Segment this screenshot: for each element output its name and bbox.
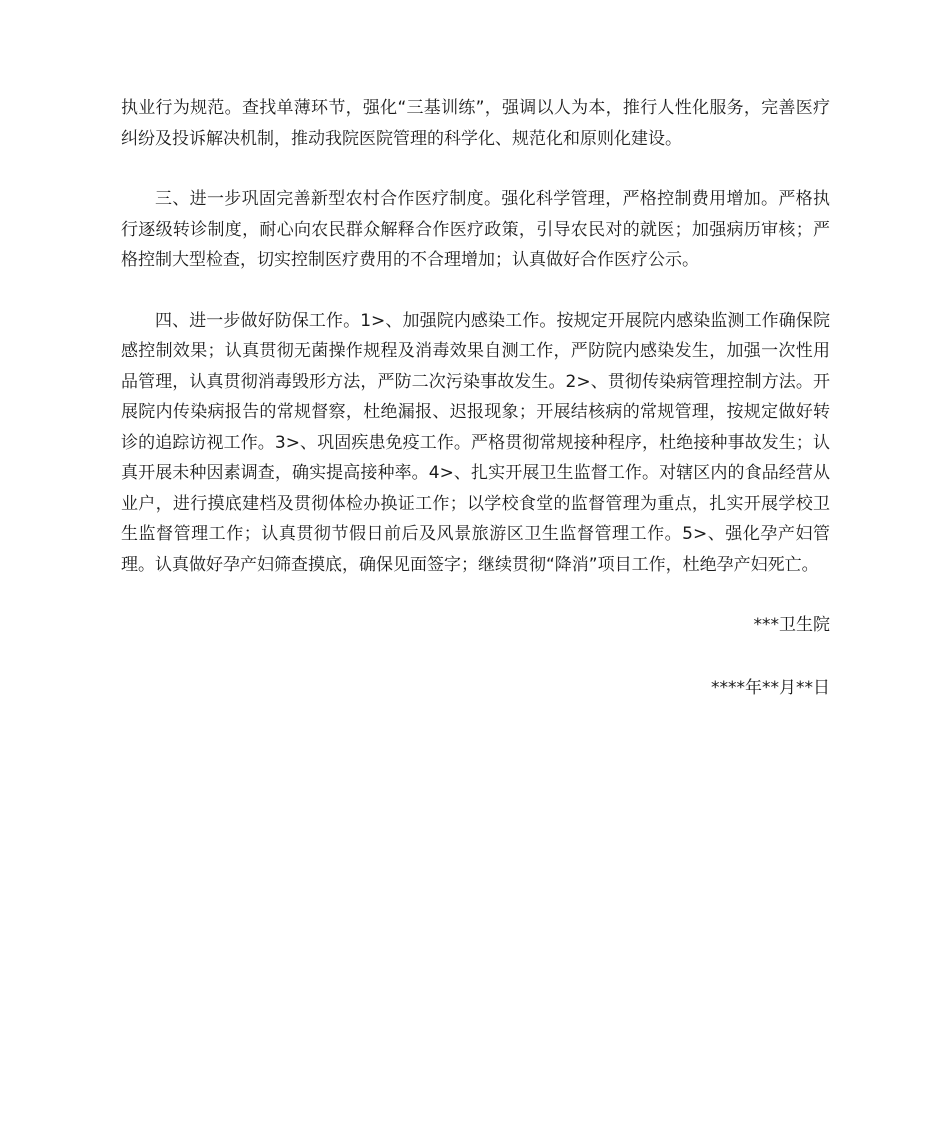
paragraph-continuation: 执业行为规范。查找单薄环节，强化“三基训练”，强调以人为本，推行人性化服务，完善医疗纠纷及投诉解决机制，推动我院医院管理的科学化、规范化和原则化建设。	[121, 98, 830, 149]
paragraph-section-four: 四、进一步做好防保工作。1>、加强院内感染工作。按规定开展院内感染监测工作确保院感控制效果；认真贯彻无菌操作规程及消毒效果自测工作，严防院内感染发生，加强一次性用品管理，认真贯彻消毒毁形方法，严防二次污染事故发生。2>、贯彻传染病管理控制方法。开展院内传染病报告的常规督察，杜绝漏报、迟报现象；开展结核病的常规管理，按规定做好转诊的追踪访视工作。3>、巩固疾患免疫工作。严格贯彻常规接种程序，杜绝接种事故发生；认真开展未种因素调查，确实提高接种率。4>、扎实开展卫生监督工作。对辖区内的食品经营从业户，进行摸底建档及贯彻体检办换证工作；以学校食堂的监督管理为重点，扎实开展学校卫生监督管理工作；认真贯彻节假日前后及风景旅游区卫生监督管理工作。5>、强化孕产妇管理。认真做好孕产妇筛查摸底，确保见面签字；继续贯彻“降消”项目工作，杜绝孕产妇死亡。	[121, 310, 830, 575]
signature-date: ****年**月**日	[711, 677, 830, 698]
document-page	[121, 93, 830, 703]
signature-organization: ***卫生院	[753, 615, 830, 635]
paragraph-section-three: 三、进一步巩固完善新型农村合作医疗制度。强化科学管理，严格控制费用增加。严格执行逐级转诊制度，耐心向农民群众解释合作医疗政策，引导农民对的就医；加强病历审核；严格控制大型检查，切实控制医疗费用的不合理增加；认真做好合作医疗公示。	[121, 189, 830, 270]
